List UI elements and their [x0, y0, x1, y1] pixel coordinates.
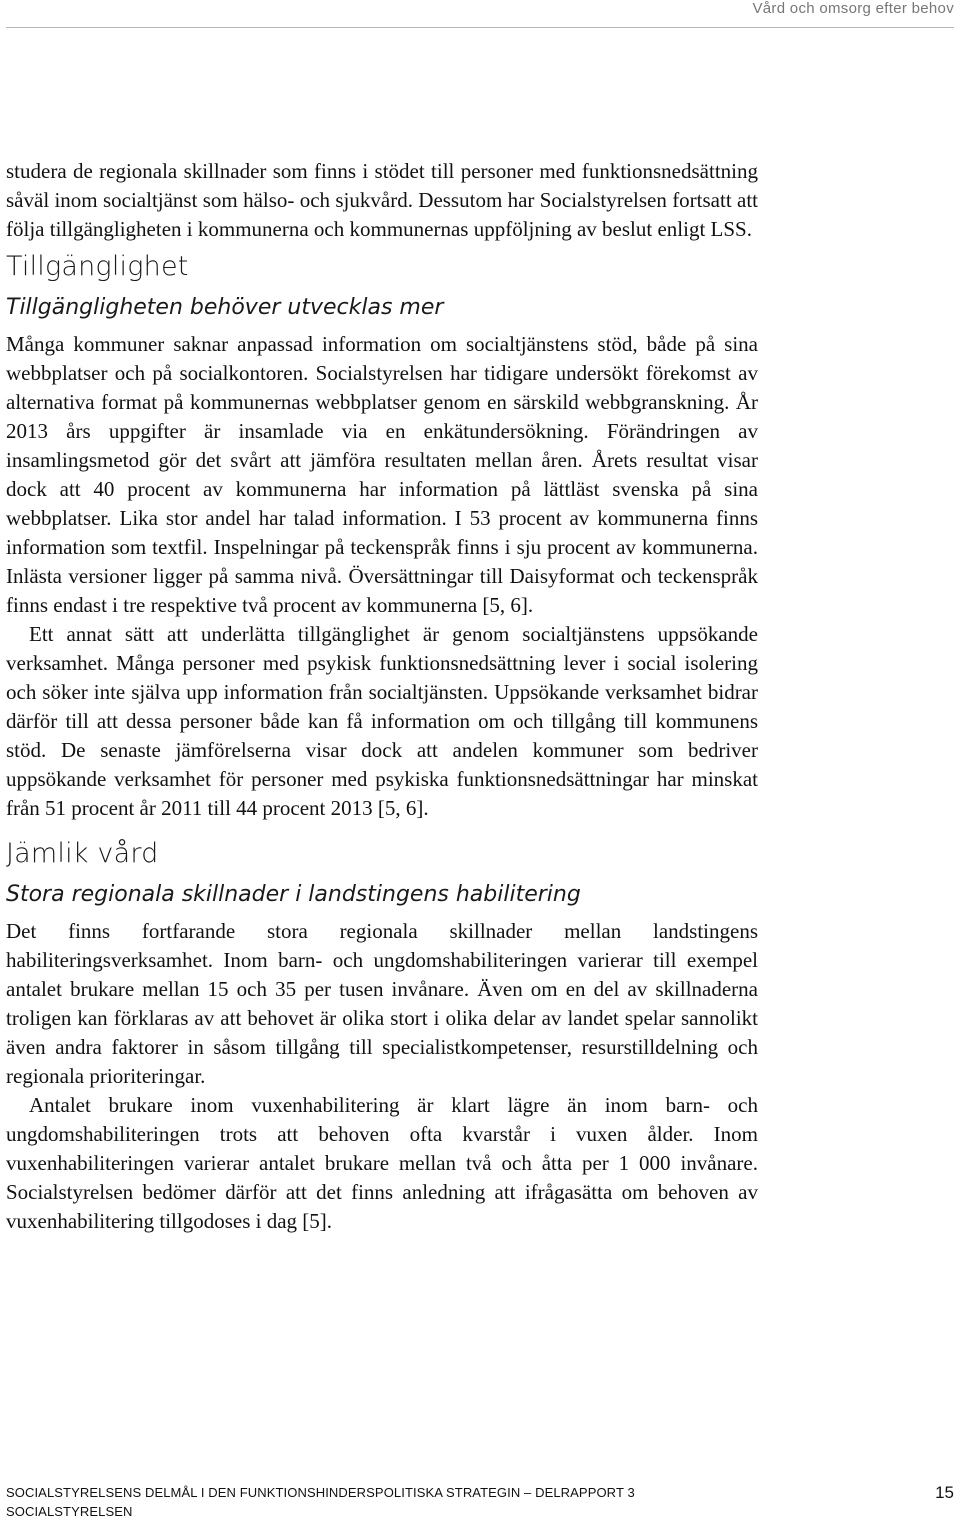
- page-footer: [6, 1483, 954, 1521]
- section-heading-tillganglighet: Tillgänglighet: [6, 251, 189, 282]
- intro-paragraph: studera de regionala skillnader som finns i stödet till personer med funktionsnedsättning såväl inom socialtjänst som hälso- och sjukvård. Dessutom har Socialstyrelsen fortsatt att följa tillgängligheten i kommunerna och kommunernas uppföljning av beslut enligt LSS.: [6, 159, 758, 241]
- section-heading-jamlik-vard: Jämlik vård: [6, 838, 159, 869]
- section-spacer: [6, 823, 758, 831]
- subsection-heading-regionala-skillnader: Stora regionala skillnader i landstingens habilitering: [6, 882, 581, 907]
- subsection-heading-tillgangligheten: Tillgängligheten behöver utvecklas mer: [6, 295, 444, 320]
- footer-report-title: SOCIALSTYRELSENS DELMÅL I DEN FUNKTIONSHINDERSPOLITISKA STRATEGIN – DELRAPPORT 3: [6, 1485, 635, 1500]
- body-paragraph: Antalet brukare inom vuxenhabilitering är klart lägre än inom barn- och ungdomshabiliteringen trots att behoven ofta kvarstår i vuxen ålder. Inom vuxenhabiliteringen varierar antalet brukare mellan två och åtta per 1 000 invånare. Socialstyrelsen bedömer därför att det finns anledning att ifrågasätta om behoven av vuxenhabilitering tillgodoses i dag [5].: [6, 1093, 758, 1233]
- body-paragraph: Det finns fortfarande stora regionala skillnader mellan landstingens habiliteringsverksamhet. Inom barn- och ungdomshabiliteringen varierar till exempel antalet brukare mellan 15 och 35 per tusen invånare. Även om en del av skillnaderna troligen kan förklaras av att behovet är olika stort i olika delar av landet spelar sannolikt även andra faktorer in såsom tillgång till specialistkompetenser, resurstilldelning och regionala prioriteringar.: [6, 919, 758, 1088]
- body-paragraph: Många kommuner saknar anpassad information om socialtjänstens stöd, både på sina webbplatser och på socialkontoren. Socialstyrelsen har tidigare undersökt förekomst av alternativa format på kommunernas webbplatser genom en särskild webbgranskning. År 2013 års uppgifter är insamlade via en enkätundersökning. Förändringen av insamlingsmetod gör det svårt att jämföra resultaten mellan åren. Årets resultat visar dock att 40 procent av kommunerna har information på lättläst svenska på sina webbplatser. Lika stor andel har talad information. I 53 procent av kommunerna finns information som textfil. Inspelningar på teckenspråk finns i sju procent av kommunerna. Inlästa versioner ligger på samma nivå. Översättningar till Daisyformat och teckenspråk finns endast i tre respektive två procent av kommunerna [5, 6].: [6, 332, 758, 617]
- page-number: 15: [935, 1483, 954, 1502]
- footer-publisher: SOCIALSTYRELSEN: [6, 1504, 133, 1519]
- body-paragraph: Ett annat sätt att underlätta tillgänglighet är genom socialtjänstens uppsökande verksamhet. Många personer med psykisk funktionsnedsättning lever i social isolering och söker inte själva upp information från socialtjänsten. Uppsökande verksamhet bidrar därför till att dessa personer både kan få information om och tillgång till kommunens stöd. De senaste jämförelserna visar dock att andelen kommuner som bedriver uppsökande verksamhet för personer med psykiska funktionsnedsättningar har minskat från 51 procent år 2011 till 44 procent 2013 [5, 6].: [6, 622, 758, 820]
- running-header-title: Vård och omsorg efter behov: [752, 0, 954, 17]
- page-body: [6, 157, 758, 1236]
- header-divider: [6, 27, 954, 28]
